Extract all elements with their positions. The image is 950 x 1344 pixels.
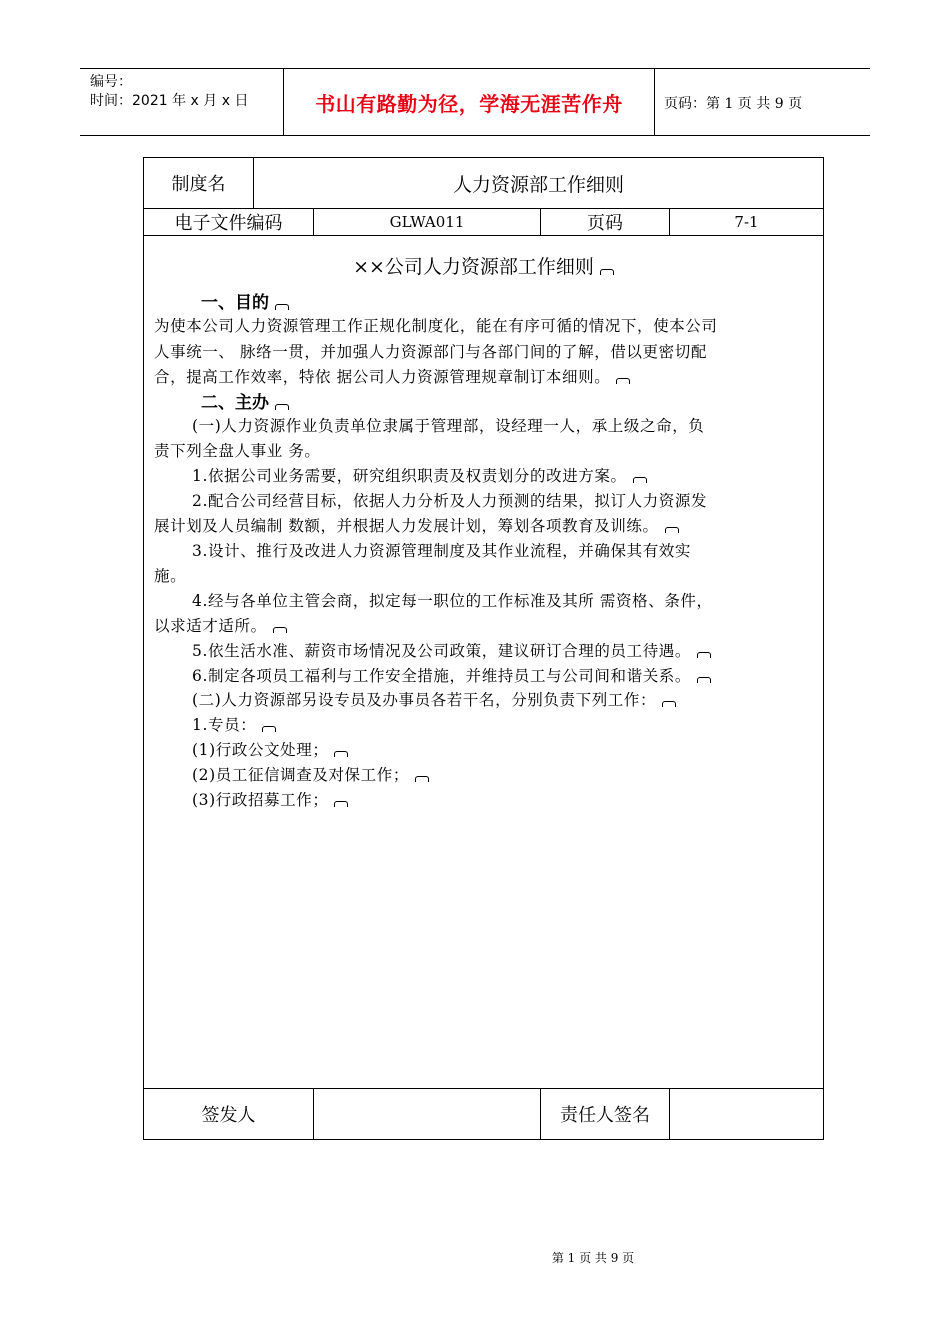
section2-heading bbox=[201, 388, 289, 413]
document-title-text: ××公司人力资源部工作细则 bbox=[353, 256, 594, 278]
form-row-signature bbox=[144, 1088, 823, 1139]
header-page-info: 页码：第 1 页 共 9 页 bbox=[664, 95, 803, 112]
name-label: 制度名 bbox=[144, 158, 254, 208]
paragraph-mark-icon bbox=[697, 652, 711, 658]
paragraph-mark-icon bbox=[262, 726, 276, 732]
signer-label: 签发人 bbox=[144, 1089, 314, 1139]
date-label: 时间：2021 年 x 月 x 日 bbox=[90, 93, 249, 109]
body-line: 4.经与各单位主管会商，拟定每一职位的工作标准及其所 需资格、条件， bbox=[192, 592, 713, 610]
body-line bbox=[192, 688, 676, 710]
paragraph-mark-icon bbox=[633, 477, 647, 483]
body-line-text: (3)行政招募工作； bbox=[192, 791, 329, 809]
page-footer: 第 1 页 共 9 页 bbox=[551, 1251, 635, 1265]
page-label: 页码 bbox=[541, 209, 670, 235]
body-line-text: (2)员工征信调查及对保工作； bbox=[192, 766, 409, 784]
document-header bbox=[80, 68, 870, 136]
body-line-text: 1.专员： bbox=[192, 716, 257, 734]
body-line: (一)人力资源作业负责单位隶属于管理部，设经理一人，承上级之命，负 bbox=[192, 417, 705, 435]
body-line: 为使本公司人力资源管理工作正规化制度化，能在有序可循的情况下，使本公司 bbox=[154, 317, 718, 335]
page-value: 7-1 bbox=[734, 213, 759, 231]
motto: 书山有路勤为径，学海无涯苦作舟 bbox=[283, 69, 655, 136]
file-code-value: GLWA011 bbox=[314, 209, 541, 235]
body-line bbox=[154, 614, 287, 636]
number-label: 编号： bbox=[90, 74, 132, 90]
body-line bbox=[154, 514, 679, 536]
body-line-text: 5.依生活水准、薪资市场情况及公司政策，建议研订合理的员工待遇。 bbox=[192, 642, 691, 660]
body-line-text: 合，提高工作效率，特依 据公司人力资源管理规章制订本细则。 bbox=[154, 368, 611, 386]
paragraph-mark-icon bbox=[275, 404, 289, 410]
name-value: 人力资源部工作细则 bbox=[452, 173, 624, 196]
body-line-text: 6.制定各项员工福利与工作安全措施，并维持员工与公司间和谐关系。 bbox=[192, 667, 691, 685]
body-line: 人事统一、 脉络一贯，并加强人力资源部门与各部门间的了解，借以更密切配 bbox=[154, 343, 707, 361]
form-row-name bbox=[144, 158, 823, 209]
body-line-text: 展计划及人员编制 数额，并根据人力发展计划，筹划各项教育及训练。 bbox=[154, 517, 659, 535]
body-line bbox=[192, 639, 711, 661]
body-line-text: (二)人力资源部另设专员及办事员各若干名，分别负责下列工作： bbox=[192, 691, 657, 709]
body-line bbox=[192, 763, 429, 785]
section1-heading-text: 一、目的 bbox=[201, 293, 269, 313]
regulation-form bbox=[143, 157, 824, 1140]
paragraph-mark-icon bbox=[600, 269, 614, 275]
section1-heading bbox=[201, 288, 289, 313]
body-line bbox=[192, 713, 276, 735]
body-line-text: (1)行政公文处理； bbox=[192, 741, 329, 759]
body-line: 3.设计、推行及改进人力资源管理制度及其作业流程，并确保其有效实 bbox=[192, 542, 691, 560]
paragraph-mark-icon bbox=[662, 701, 676, 707]
paragraph-mark-icon bbox=[334, 751, 348, 757]
paragraph-mark-icon bbox=[415, 776, 429, 782]
signer-field[interactable] bbox=[314, 1089, 541, 1139]
paragraph-mark-icon bbox=[616, 378, 630, 384]
body-line-text: 以求适才适所。 bbox=[154, 617, 267, 635]
paragraph-mark-icon bbox=[334, 801, 348, 807]
responsible-label: 责任人签名 bbox=[541, 1089, 670, 1139]
body-line-text: 1.依据公司业务需要，研究组织职责及权责划分的改进方案。 bbox=[192, 467, 627, 485]
form-row-code bbox=[144, 209, 823, 236]
header-meta bbox=[90, 73, 248, 111]
paragraph-mark-icon bbox=[275, 304, 289, 310]
body-line: 施。 bbox=[154, 567, 187, 585]
body-line: 责下列全盘人事业 务。 bbox=[154, 442, 321, 460]
section2-heading-text: 二、主办 bbox=[201, 393, 269, 413]
body-line bbox=[192, 788, 348, 810]
paragraph-mark-icon bbox=[665, 527, 679, 533]
paragraph-mark-icon bbox=[697, 677, 711, 683]
paragraph-mark-icon bbox=[273, 627, 287, 633]
body-line bbox=[192, 464, 647, 486]
body-line bbox=[192, 738, 348, 760]
body-line bbox=[192, 664, 711, 686]
body-line: 2.配合公司经营目标，依据人力分析及人力预测的结果，拟订人力资源发 bbox=[192, 492, 708, 510]
document-title bbox=[144, 252, 823, 279]
file-code-label: 电子文件编码 bbox=[144, 209, 314, 235]
responsible-signature-field[interactable] bbox=[670, 1089, 823, 1139]
body-line bbox=[154, 365, 630, 387]
